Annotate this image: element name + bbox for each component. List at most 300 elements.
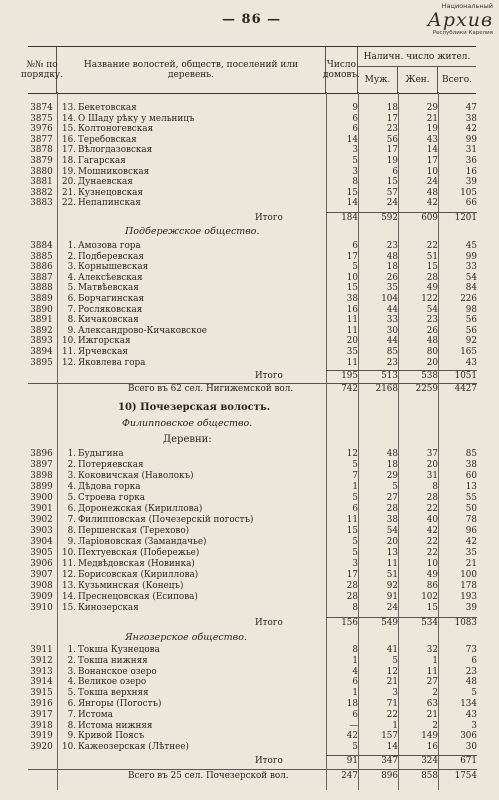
cell-name: Кузьминская (Конецъ) <box>78 581 184 591</box>
cell-c2: 19 <box>386 156 398 166</box>
cell-c1: 6 <box>352 504 358 514</box>
cell-c2: 85 <box>386 347 398 357</box>
cell-idx: 12. <box>62 570 76 580</box>
table-row <box>0 559 499 570</box>
cell-c2: 56 <box>386 134 398 145</box>
cell-c3: 20 <box>426 357 438 368</box>
cell-num: 3879 <box>30 156 53 166</box>
cell-c3: 54 <box>426 304 438 315</box>
cell-c1: 6 <box>352 677 358 688</box>
cell-c4: 47 <box>465 103 477 113</box>
cell-name: Строева горка <box>78 493 146 503</box>
cell-idx: 1. <box>67 645 76 655</box>
cell-c1: 4 <box>352 666 358 677</box>
cell-idx: 20. <box>62 177 76 188</box>
cell-c1: 5 <box>352 460 358 470</box>
cell-name: Янгоры (Погостъ) <box>78 699 162 709</box>
cell-c3: 27 <box>426 677 438 688</box>
cell-c2: 24 <box>386 198 398 209</box>
cell-c3: 17 <box>426 156 438 166</box>
cell-c1: 6 <box>352 241 358 251</box>
cell-name: Кичаковская <box>78 315 139 326</box>
cell-c1: 12 <box>346 449 358 459</box>
cell-c1: 8 <box>352 645 358 655</box>
cell-c1: 35 <box>346 347 358 357</box>
cell-c1: 28 <box>346 581 358 591</box>
cell-c1: 6 <box>352 113 358 124</box>
society-heading: Янгозерское общество. <box>125 632 247 643</box>
cell-num: 3916 <box>30 699 53 709</box>
cell-c4: 31 <box>465 145 477 156</box>
total-row: Итого 184 592 609 1201 <box>255 213 477 223</box>
cell-c3: 2 <box>432 720 438 731</box>
cell-c2: 157 <box>381 731 398 742</box>
cell-name: Пехтуевская (Побережье) <box>78 548 200 558</box>
cell-c2: 17 <box>386 113 398 124</box>
cell-c3: 8 <box>432 482 438 492</box>
cell-c2: 3 <box>392 688 398 699</box>
table-row <box>0 721 499 732</box>
cell-c4: 193 <box>460 592 477 602</box>
table-row <box>0 283 499 294</box>
cell-idx: 14. <box>62 113 76 124</box>
cell-c4: 38 <box>465 113 477 124</box>
cell-num: 3899 <box>30 482 53 492</box>
cell-num: 3914 <box>30 677 53 688</box>
cell-c1: 11 <box>346 315 358 326</box>
cell-c1: 5 <box>352 537 358 547</box>
cell-num: 3893 <box>30 336 53 347</box>
cell-c4: 43 <box>465 357 477 368</box>
cell-c4: 3 <box>471 720 477 731</box>
cell-c1: 15 <box>346 283 358 294</box>
cell-name: Корнышевская <box>78 262 149 273</box>
cell-num: 3900 <box>30 493 53 503</box>
cell-c4: 39 <box>465 177 477 188</box>
cell-num: 3918 <box>30 720 53 731</box>
cell-c1: 14 <box>346 198 358 209</box>
cell-c2: 14 <box>386 742 398 753</box>
cell-num: 3910 <box>30 603 53 613</box>
cell-c3: 22 <box>426 241 438 251</box>
society-heading: Подбережское общество. <box>125 226 260 237</box>
cell-c4: 39 <box>465 603 477 613</box>
watermark-bottom: Республики Карелия <box>432 30 493 36</box>
cell-c2: 28 <box>386 504 398 514</box>
cell-c1: — <box>349 720 358 731</box>
cell-c3: 22 <box>426 548 438 558</box>
cell-c4: 84 <box>465 283 477 294</box>
header-population: Наличн. число жител. <box>358 47 476 67</box>
table-row <box>0 177 499 188</box>
cell-c2: 30 <box>386 325 398 336</box>
table-row <box>0 315 499 326</box>
cell-c2: 11 <box>386 559 398 569</box>
cell-c4: 92 <box>465 336 477 347</box>
cell-c2: 51 <box>386 570 398 580</box>
cell-name: Колтоногевская <box>78 124 154 135</box>
cell-c3: 149 <box>421 731 438 742</box>
cell-num: 3920 <box>30 742 53 753</box>
cell-idx: 1. <box>67 449 76 459</box>
cell-c3: 10 <box>426 559 438 569</box>
cell-c2: 38 <box>386 515 398 525</box>
cell-c4: 48 <box>465 677 477 688</box>
cell-num: 3917 <box>30 709 53 720</box>
cell-c4: 98 <box>465 304 477 315</box>
table-row <box>0 294 499 305</box>
cell-c2: 1 <box>392 720 398 731</box>
cell-c2: 26 <box>386 272 398 283</box>
cell-c2: 33 <box>386 315 398 326</box>
cell-c4: 36 <box>465 156 477 166</box>
cell-c1: 11 <box>346 515 358 525</box>
cell-idx: 10. <box>62 336 76 347</box>
cell-c2: 57 <box>386 187 398 198</box>
cell-c2: 22 <box>386 709 398 720</box>
cell-c4: 42 <box>465 124 477 135</box>
cell-num: 3878 <box>30 145 53 156</box>
cell-c3: 86 <box>426 581 438 591</box>
cell-num: 3915 <box>30 688 53 699</box>
cell-num: 3888 <box>30 283 53 294</box>
grand-total-row: Всего въ 25 сел. Почезерской вол. 247 896 858 1754 <box>128 771 477 781</box>
cell-c3: 24 <box>426 177 438 188</box>
table-row <box>0 548 499 559</box>
cell-name: Ижгорская <box>78 336 131 347</box>
cell-c4: 85 <box>465 449 477 459</box>
cell-c2: 21 <box>386 677 398 688</box>
cell-idx: 15. <box>62 124 76 135</box>
cell-c2: 48 <box>386 251 398 262</box>
cell-num: 3905 <box>30 548 53 558</box>
archive-watermark <box>373 3 493 39</box>
cell-idx: 3. <box>67 471 76 481</box>
cell-idx: 18. <box>62 156 76 166</box>
cell-c3: 15 <box>426 262 438 273</box>
table-row <box>0 273 499 284</box>
cell-name: Вѣлогдазовская <box>78 145 153 156</box>
cell-c2: 18 <box>386 103 398 113</box>
cell-c2: 44 <box>386 304 398 315</box>
table-row <box>0 493 499 504</box>
cell-name: Дѣдова горка <box>78 482 141 492</box>
total-row: Итого 195 513 538 1051 <box>255 371 477 381</box>
cell-num: 3875 <box>30 113 53 124</box>
cell-c4: 30 <box>465 742 477 753</box>
cell-c3: 20 <box>426 460 438 470</box>
table-row <box>0 581 499 592</box>
cell-name: Бекетовская <box>78 103 137 113</box>
cell-c4: 105 <box>460 187 477 198</box>
cell-c3: 23 <box>426 315 438 326</box>
cell-num: 3881 <box>30 177 53 188</box>
cell-idx: 3. <box>67 666 76 677</box>
cell-c1: 28 <box>346 592 358 602</box>
cell-idx: 7. <box>67 709 76 720</box>
watermark-main: Архив <box>427 9 493 31</box>
cell-num: 3884 <box>30 241 53 251</box>
cell-c4: 13 <box>465 482 477 492</box>
cell-num: 3882 <box>30 187 53 198</box>
table-row <box>0 504 499 515</box>
cell-c4: 99 <box>465 134 477 145</box>
table-row <box>0 460 499 471</box>
table-row <box>0 667 499 678</box>
cell-c3: 42 <box>426 198 438 209</box>
cell-num: 3892 <box>30 325 53 336</box>
cell-idx: 8. <box>67 720 76 731</box>
cell-c4: 50 <box>465 504 477 514</box>
page-number: — 86 — <box>222 12 282 27</box>
cell-c1: 1 <box>352 688 358 699</box>
header-num: №№ по порядку. <box>28 47 57 93</box>
cell-idx: 9. <box>67 537 76 547</box>
cell-idx: 13. <box>62 103 76 113</box>
cell-num: 3902 <box>30 515 53 525</box>
table-row <box>0 188 499 199</box>
cell-idx: 14. <box>62 592 76 602</box>
table-row <box>0 482 499 493</box>
cell-name: Кузнецовская <box>78 187 143 198</box>
cell-num: 3877 <box>30 134 53 145</box>
cell-c1: 20 <box>346 336 358 347</box>
cell-c2: 5 <box>392 482 398 492</box>
cell-c4: 306 <box>460 731 477 742</box>
cell-c2: 6 <box>392 166 398 177</box>
cell-name: Токша верхняя <box>78 688 149 699</box>
cell-num: 3907 <box>30 570 53 580</box>
cell-num: 3883 <box>30 198 53 209</box>
cell-num: 3919 <box>30 731 53 742</box>
cell-idx: 7. <box>67 515 76 525</box>
cell-c4: 73 <box>465 645 477 655</box>
cell-idx: 22. <box>62 198 76 209</box>
cell-c1: 18 <box>346 699 358 709</box>
cell-c3: 80 <box>426 347 438 357</box>
cell-c1: 5 <box>352 742 358 753</box>
cell-num: 3913 <box>30 666 53 677</box>
cell-name: Теребовская <box>78 134 137 145</box>
cell-c1: 10 <box>346 272 358 283</box>
table-row <box>0 103 499 114</box>
cell-name: Филипповская (Почезерскій погостъ) <box>78 515 254 525</box>
cell-c2: 48 <box>386 449 398 459</box>
cell-num: 3890 <box>30 304 53 315</box>
cell-idx: 4. <box>67 677 76 688</box>
cell-c2: 41 <box>386 645 398 655</box>
cell-name: Токша Кузнецова <box>78 645 160 655</box>
table-row <box>0 570 499 581</box>
cell-name: Першенская (Терехово) <box>78 526 190 536</box>
cell-c4: 178 <box>460 581 477 591</box>
cell-c3: 63 <box>426 699 438 709</box>
cell-c1: 6 <box>352 709 358 720</box>
cell-c3: 22 <box>426 537 438 547</box>
table-row <box>0 449 499 460</box>
cell-c2: 54 <box>386 526 398 536</box>
cell-c2: 29 <box>386 471 398 481</box>
cell-c3: 48 <box>426 336 438 347</box>
cell-c4: 55 <box>465 493 477 503</box>
cell-c2: 24 <box>386 603 398 613</box>
cell-c3: 14 <box>426 145 438 156</box>
cell-idx: 19. <box>62 166 76 177</box>
table-row <box>0 167 499 178</box>
total-row: Итого 91 347 324 671 <box>255 756 477 766</box>
cell-c2: 44 <box>386 336 398 347</box>
cell-name: Истома нижняя <box>78 720 153 731</box>
cell-c3: 49 <box>426 283 438 294</box>
cell-c2: 23 <box>386 124 398 135</box>
cell-c2: 12 <box>386 666 398 677</box>
cell-c3: 19 <box>426 124 438 135</box>
cell-name: Матвѣевская <box>78 283 139 294</box>
cell-c2: 5 <box>392 655 398 666</box>
society-heading: Филипповское общество. <box>122 418 253 429</box>
cell-c3: 28 <box>426 493 438 503</box>
cell-num: 3880 <box>30 166 53 177</box>
cell-name: Будыгина <box>78 449 124 459</box>
table-row <box>0 305 499 316</box>
cell-c1: 15 <box>346 187 358 198</box>
cell-c2: 23 <box>386 241 398 251</box>
cell-idx: 9. <box>67 325 76 336</box>
table-row <box>0 135 499 146</box>
cell-c1: 1 <box>352 482 358 492</box>
cell-c4: 35 <box>465 548 477 558</box>
cell-c1: 8 <box>352 603 358 613</box>
cell-num: 3889 <box>30 294 53 304</box>
cell-c4: 66 <box>465 198 477 209</box>
cell-c1: 9 <box>352 103 358 113</box>
cell-idx: 6. <box>67 294 76 304</box>
cell-c4: 78 <box>465 515 477 525</box>
cell-c1: 6 <box>352 124 358 135</box>
cell-c1: 11 <box>346 357 358 368</box>
cell-c3: 29 <box>426 103 438 113</box>
volost-heading: 10) Почезерская волость. <box>118 402 271 413</box>
cell-name: Ларіоновская (Замандачье) <box>78 537 207 547</box>
cell-idx: 2. <box>67 251 76 262</box>
cell-num: 3908 <box>30 581 53 591</box>
table-row <box>0 699 499 710</box>
cell-c2: 13 <box>386 548 398 558</box>
cell-num: 3885 <box>30 251 53 262</box>
table-row <box>0 537 499 548</box>
cell-c4: 23 <box>465 666 477 677</box>
table-row <box>0 515 499 526</box>
cell-c1: 15 <box>346 526 358 536</box>
cell-idx: 8. <box>67 526 76 536</box>
cell-c2: 17 <box>386 145 398 156</box>
cell-c3: 21 <box>426 113 438 124</box>
cell-c1: 1 <box>352 655 358 666</box>
cell-c4: 56 <box>465 325 477 336</box>
cell-c4: 43 <box>465 709 477 720</box>
cell-num: 3897 <box>30 460 53 470</box>
cell-c1: 8 <box>352 177 358 188</box>
cell-name: Алексѣевская <box>78 272 143 283</box>
table-row <box>0 603 499 614</box>
villages-label: Деревни: <box>163 434 212 445</box>
cell-c3: 2 <box>432 688 438 699</box>
cell-idx: 4. <box>67 272 76 283</box>
grand-total-rule <box>28 769 477 770</box>
cell-c4: 56 <box>465 315 477 326</box>
cell-c4: 42 <box>465 537 477 547</box>
cell-c3: 21 <box>426 709 438 720</box>
cell-c3: 122 <box>421 294 438 304</box>
table-row <box>0 145 499 156</box>
cell-c4: 33 <box>465 262 477 273</box>
cell-c3: 32 <box>426 645 438 655</box>
cell-c1: 3 <box>352 559 358 569</box>
cell-c1: 5 <box>352 493 358 503</box>
cell-name: Гагарская <box>78 156 126 166</box>
cell-num: 3898 <box>30 471 53 481</box>
cell-idx: 21. <box>62 187 76 198</box>
cell-c4: 96 <box>465 526 477 536</box>
cell-c2: 92 <box>386 581 398 591</box>
cell-c1: 16 <box>346 304 358 315</box>
cell-c3: 43 <box>426 134 438 145</box>
cell-c2: 23 <box>386 357 398 368</box>
cell-c4: 226 <box>460 294 477 304</box>
cell-name: Амозова гора <box>78 241 141 251</box>
cell-c2: 18 <box>386 262 398 273</box>
cell-name: Токша нижняя <box>78 655 148 666</box>
cell-num: 3894 <box>30 347 53 357</box>
table-row <box>0 742 499 753</box>
cell-num: 3912 <box>30 655 53 666</box>
header-total: Всего. <box>442 75 472 85</box>
table-row <box>0 710 499 721</box>
table-row <box>0 336 499 347</box>
cell-idx: 5. <box>67 688 76 699</box>
cell-idx: 11. <box>62 347 76 357</box>
table-row <box>0 262 499 273</box>
cell-idx: 7. <box>67 304 76 315</box>
grand-total-row: Всего въ 62 сел. Нигижемской вол. 742 2168 2259 4427 <box>128 384 477 394</box>
cell-c1: 17 <box>346 570 358 580</box>
cell-name: Ярчевская <box>78 347 128 357</box>
cell-num: 3887 <box>30 272 53 283</box>
cell-c3: 22 <box>426 504 438 514</box>
cell-c3: 11 <box>426 666 438 677</box>
cell-c1: 11 <box>346 325 358 336</box>
cell-idx: 6. <box>67 699 76 709</box>
table-row <box>0 326 499 337</box>
cell-idx: 15. <box>62 603 76 613</box>
cell-name: Истома <box>78 709 113 720</box>
cell-c4: 134 <box>460 699 477 709</box>
cell-idx: 2. <box>67 460 76 470</box>
table-row <box>0 592 499 603</box>
cell-idx: 10. <box>62 742 76 753</box>
cell-num: 3906 <box>30 559 53 569</box>
cell-c3: 10 <box>426 166 438 177</box>
cell-name: Подберевская <box>78 251 144 262</box>
cell-num: 3903 <box>30 526 53 536</box>
cell-name: Мошниковская <box>78 166 150 177</box>
cell-c4: 5 <box>471 688 477 699</box>
cell-name: Кинозерская <box>78 603 139 613</box>
cell-num: 3901 <box>30 504 53 514</box>
cell-name: Потеряевская <box>78 460 144 470</box>
cell-idx: 16. <box>62 134 76 145</box>
cell-name: Доронежская (Кириллова) <box>78 504 203 514</box>
